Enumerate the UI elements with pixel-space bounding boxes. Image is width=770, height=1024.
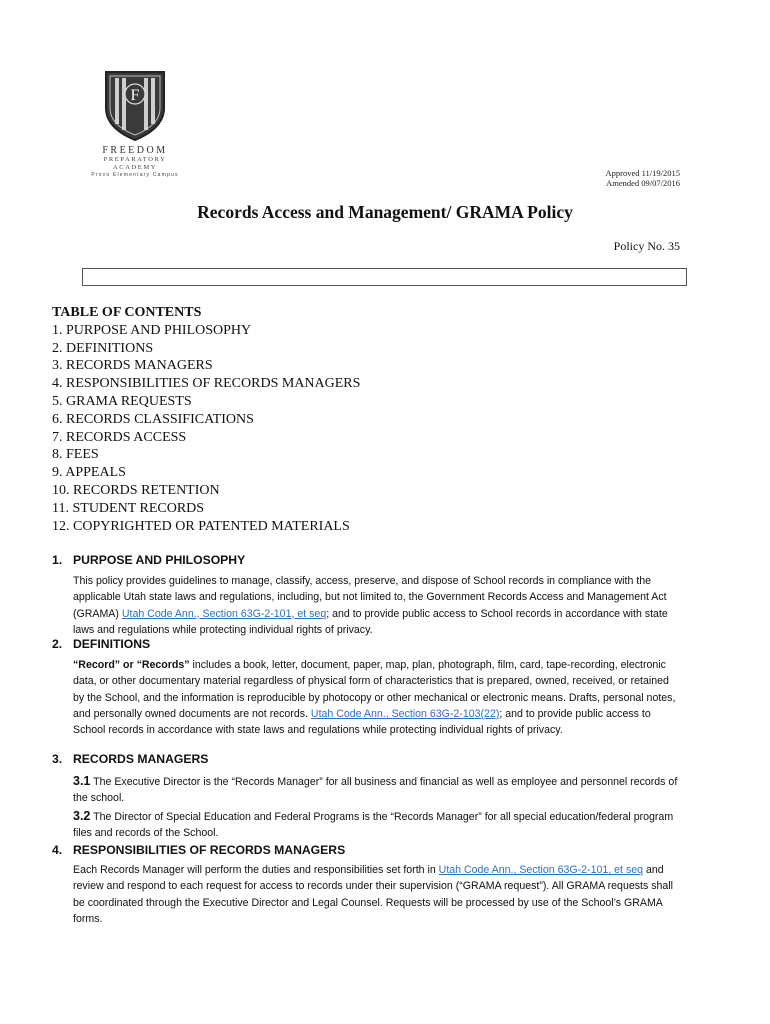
toc-item[interactable]: 4. RESPONSIBILITIES OF RECORDS MANAGERS: [52, 376, 361, 392]
section-body-responsibilities: Each Records Manager will perform the duties and responsibilities set forth in Utah Code Ann., Section 63G-2-101, et seq and review and respond to each request for access to records under their supervision (“GRAMA request”). All GRAMA requests shall be coordinated through the Executive Director and Legal Counsel. Requests will be processed by use of the School’s GRAMA forms.: [73, 864, 673, 925]
section-title: RESPONSIBILITIES OF RECORDS MANAGERS: [73, 843, 346, 857]
toc-item[interactable]: 6. RECORDS CLASSIFICATIONS: [52, 411, 254, 427]
toc-item[interactable]: 3. RECORDS MANAGERS: [52, 358, 213, 374]
section-body-purpose: This policy provides guidelines to manage, classify, access, preserve, and dispose of School records in compliance with the applicable Utah state laws and regulations, including, but not limited to, the Government Records Access and Management Act (GRAMA) Utah Code Ann., Section 63G-2-101, et seq; and to provide public access to School records in accordance with state laws and regulations while protecting individual rights of privacy.: [73, 575, 668, 636]
section-heading-responsibilities: [52, 843, 345, 857]
subsection-number: 3.2: [73, 809, 91, 823]
policy-number: Policy No. 35: [613, 239, 680, 253]
section-title: DEFINITIONS: [73, 637, 151, 651]
page-title: Records Access and Management/ GRAMA Policy: [197, 202, 573, 222]
section-title: PURPOSE AND PHILOSOPHY: [73, 553, 246, 567]
school-logo: [85, 68, 185, 178]
defined-term: “Record” or “Records”: [73, 659, 190, 671]
section-heading-definitions: [52, 637, 150, 651]
subsection-number: 3.1: [73, 774, 91, 788]
toc-item[interactable]: 12. COPYRIGHTED OR PATENTED MATERIALS: [52, 518, 350, 534]
toc-item[interactable]: 8. FEES: [52, 447, 99, 463]
section-body-records-manager-2: 3.2 The Director of Special Education and Federal Programs is the “Records Manager” for all special education/federal program files and records of the School.: [73, 809, 674, 840]
amended-date: Amended 09/07/2016: [606, 178, 680, 188]
section-heading-purpose: [52, 553, 245, 567]
logo-letter: F: [130, 87, 140, 104]
section-number: 1.: [52, 553, 63, 567]
section-body-records-manager-1: 3.1 The Executive Director is the “Records Manager” for all business and financial as well as employee and personnel records of the school.: [73, 774, 678, 805]
statute-link[interactable]: Utah Code Ann., Section 63G-2-103(22): [310, 707, 500, 720]
section-title: RECORDS MANAGERS: [73, 752, 209, 766]
shield-crest-icon: [102, 68, 168, 142]
logo-campus: Provo Elementary Campus: [91, 172, 179, 178]
toc-item[interactable]: 5. GRAMA REQUESTS: [52, 393, 192, 409]
logo-name: FREEDOM: [102, 145, 168, 156]
section-heading-records-managers: [52, 752, 208, 766]
header-rule-box: [82, 268, 687, 286]
toc-item[interactable]: 10. RECORDS RETENTION: [52, 482, 220, 498]
statute-link[interactable]: Utah Code Ann., Section 63G-2-101, et seq: [438, 864, 644, 876]
toc-item[interactable]: 1. PURPOSE AND PHILOSOPHY: [52, 322, 252, 338]
section-number: 2.: [52, 637, 63, 651]
section-body-definitions: “Record” or “Records” includes a book, letter, document, paper, map, plan, photograph, film, card, tape-recording, electronic data, or other documentary material regardless of physical form of characteristics that is prepared, owned, received, or retained by the School, and the information is reproducible by photocopy or other mechanical or electronic means. Drafts, personal notes, and personally owned documents are not records. Utah Code Ann., Section 63G-2-103(22); and to provide public access to School records in accordance with state laws and regulations while protecting individual rights of privacy.: [73, 659, 676, 737]
section-number: 4.: [52, 843, 63, 857]
logo-subtitle: PREPARATORY ACADEMY: [103, 156, 167, 171]
toc-heading: TABLE OF CONTENTS: [52, 305, 202, 320]
toc-item[interactable]: 7. RECORDS ACCESS: [52, 429, 187, 445]
toc-item[interactable]: 9. APPEALS: [52, 465, 126, 481]
table-of-contents: [52, 304, 360, 535]
section-number: 3.: [52, 752, 63, 766]
statute-link[interactable]: Utah Code Ann., Section 63G-2-101, et seq: [121, 607, 327, 620]
approval-dates: [605, 168, 680, 188]
approved-date: Approved 11/19/2015: [605, 168, 680, 178]
toc-item[interactable]: 11. STUDENT RECORDS: [52, 500, 205, 516]
toc-item[interactable]: 2. DEFINITIONS: [52, 340, 154, 356]
